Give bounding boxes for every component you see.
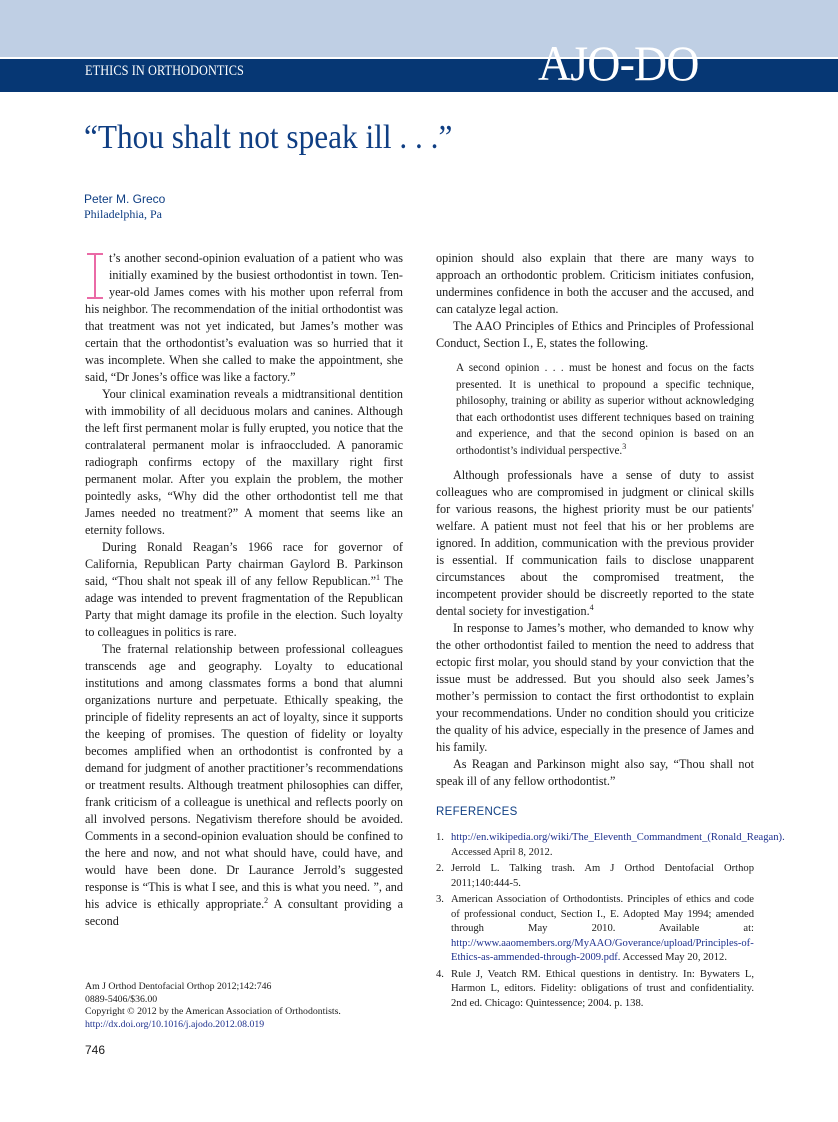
journal-logo: AJO-DO (538, 35, 699, 91)
paragraph-3: During Ronald Reagan’s 1966 race for governor of California, Republican Party chairman Gaylord B. Parkinson said, “Thou shalt not speak ill of any fellow Republican.”$^1$ The adage was intended to prevent fragmentation of the Republican Party that might damage its profile in the election. Such loyalty to colleagues in politics is rare. (85, 540, 403, 639)
reference-item: 4. Rule J, Veatch RM. Ethical questions in dentistry. In: Bywaters L, Harmon L, editors. Fidelity: obligations of trust and confidentiality. 2nd ed. Chicago: Quintessence; 2004. p. 138. (436, 968, 754, 1009)
paragraph-4: The fraternal relationship between professional colleagues transcends age and geography. Loyalty to educational institutions and among classmates forms a bond that alumni organizations nurture and perpetuate. Ethically speaking, the principle of fidelity represents an act of loyalty, since it supports the keeping of promises. The question of fidelity or loyalty becomes amplified when an orthodontist is confronted by a demand for judgment of another practitioner’s recommendations or treatment results. Although treatment philosophies can differ, frank criticism of a colleague is unethical and reflects poorly on all involved persons. Negativism therefore should be avoided. Comments in a second-opinion evaluation should be confined to the here and now, and not what should have, could have, and would have been done. Dr Laurance Jerrold’s suggested response is “This is what I see, and this is what you need. ”, and his advice is ethically appropriate.$^2$ A consultant providing a second (85, 642, 404, 928)
references-list (436, 831, 785, 1011)
author-affiliation: Philadelphia, Pa (84, 207, 162, 221)
article-title: “Thou shalt not speak ill . . .” (84, 119, 453, 156)
blockquote: A second opinion . . . must be honest and focus on the facts presented. It is unethical to propound a specific technique, philosophy, training or ability as superior without acknowledging that each orthodontist uses different techniques based on training and experience, and that the second opinion is based on an orthodontist’s individual perspective.$^3$ (456, 362, 754, 457)
doi-link[interactable]: http://dx.doi.org/10.1016/j.ajodo.2012.08.019 (85, 1018, 265, 1030)
citation-4[interactable]: 4 (589, 603, 594, 612)
reference-link[interactable]: http://en.wikipedia.org/wiki/The_Eleventh_Commandment_(Ronald_Reagan). (451, 832, 785, 843)
right-column (436, 250, 785, 1013)
reference-link[interactable]: http://www.aaomembers.org/MyAAO/Goverance/upload/Principles-of-Ethics-as-ammended-through-2009.pdf. (451, 937, 754, 963)
references-heading: REFERENCES (436, 806, 518, 818)
header-band (0, 0, 838, 57)
page-number: 746 (85, 1043, 106, 1057)
citation-1[interactable]: 1 (376, 573, 381, 582)
issn-price: 0889-5406/$36.00 (85, 993, 158, 1005)
citation-2[interactable]: 2 (264, 896, 269, 905)
paragraph-7: Although professionals have a sense of duty to assist colleagues who are compromised in judgment or clinical skills for various reasons, the highest priority must be our patients' welfare. A patient must not feel that his or her problems are ignored. In addition, communication with the previous provider is essential. If communication fails to disclose unapparent circumstances about the compromised treatment, the incompetent provider should be discreetly reported to the state dental society for investigation.$^4$ (436, 468, 754, 618)
reference-item: 3. American Association of Orthodontists. Principles of ethics and code of professional conduct, Section I., E. Adopted May 1994; amended through May 2010. Available at: http://www.aaomembers.org/MyAAO/Goverance/upload/Principles-of-Ethics-as-ammended-through-2009.pdf. Accessed May 20, 2012. (436, 894, 754, 963)
footer-meta (85, 981, 405, 1031)
reference-item: 1. http://en.wikipedia.org/wiki/The_Eleventh_Commandment_(Ronald_Reagan). Accessed April 8, 2012. (436, 832, 785, 858)
paragraph-5: opinion should also explain that there are many ways to approach an orthodontic problem. Criticism initiates confusion, undermines confidence in both the accuser and the accused, and can catalyze legal action. (436, 251, 754, 316)
paragraph-2: Your clinical examination reveals a midtransitional dentition with immobility of all deciduous molars and canines. Although the left first permanent molar is fully erupted, you notice that the contralateral permanent molar is infraoccluded. A panoramic radiograph confirms ectopy of the maxillary right first permanent molar. After you explain the problem, the mother pointedly asks, “Why did the other orthodontist tell me that James needed no treatment?” A moment that seems like an eternity follows. (85, 387, 403, 537)
paragraph-6: The AAO Principles of Ethics and Principles of Professional Conduct, Section I., E, states the following. (436, 319, 754, 350)
reference-item: 2. Jerrold L. Talking trash. Am J Orthod Dentofacial Orthop 2011;140:444-5. (436, 863, 754, 889)
copyright: Copyright © 2012 by the American Association of Orthodontists. (85, 1006, 341, 1017)
paragraph-9: As Reagan and Parkinson might also say, “Thou shall not speak ill of any fellow orthodontist.” (436, 757, 754, 788)
left-column (85, 250, 403, 930)
author-name: Peter M. Greco (84, 192, 166, 206)
dropcap-i-icon (87, 252, 103, 300)
journal-citation: Am J Orthod Dentofacial Orthop 2012;142:746 (85, 981, 272, 992)
citation-3[interactable]: 3 (622, 441, 627, 451)
paragraph-1: t’s another second-opinion evaluation of a patient who was initially examined by the busiest orthodontist in town. Ten-year-old James comes with his mother upon referral from his neighbor. The recommendation of the initial orthodontist was that treatment was not yet indicated, but James’s mother was certain that the orthodontist’s evaluation was so hurried that it was incomplete. When she called to make the appointment, she said, “Dr Jones’s office was like a factory.” (85, 251, 403, 384)
paragraph-8: In response to James’s mother, who demanded to know why the other orthodontist failed to mention the need to address that ectopic first molar, you should stand by your conviction that the issue must be addressed. But you should also seek James’s mother’s permission to contact the first orthodontist to explain your recommendations. Under no condition should you criticize the quality of his advice, especially in the presence of James and his family. (436, 621, 754, 754)
section-label: ETHICS IN ORTHODONTICS (85, 63, 244, 79)
